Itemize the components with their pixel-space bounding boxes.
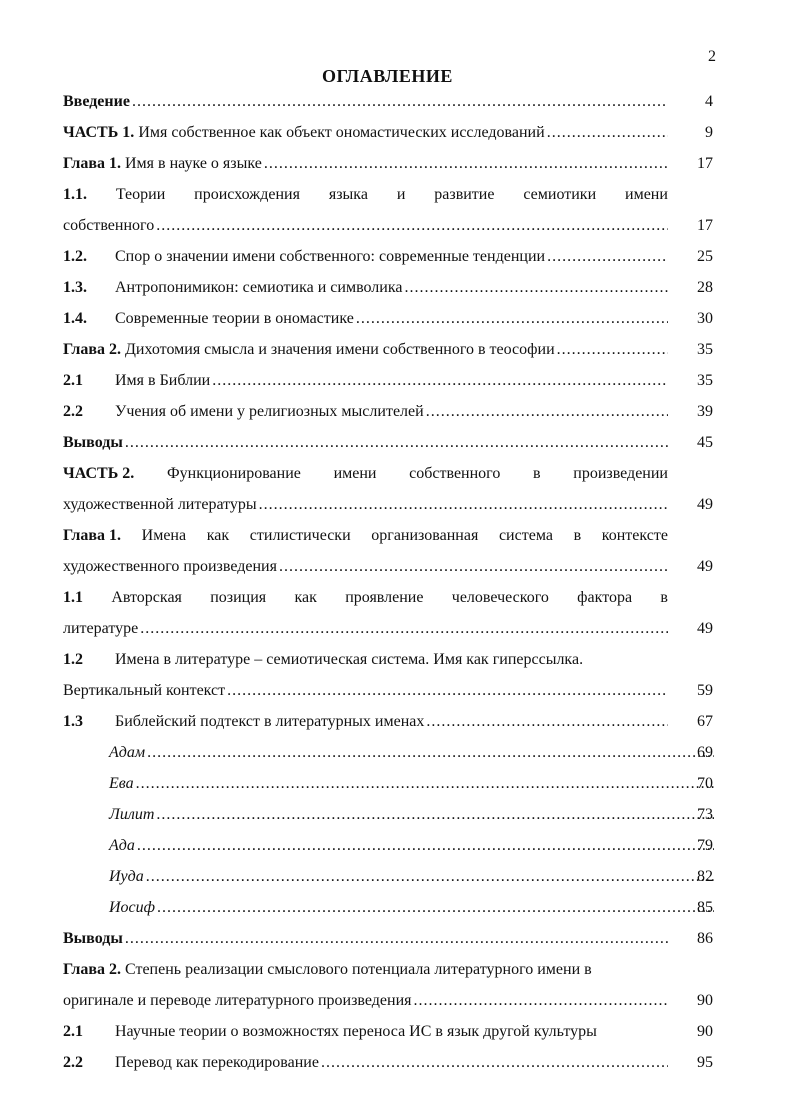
- leader-dots: [557, 334, 668, 365]
- toc-entry-name-eva[interactable]: [63, 768, 713, 799]
- entry-page: 90: [697, 992, 713, 1009]
- entry-word: как: [294, 589, 317, 606]
- leader-dots: [146, 861, 714, 892]
- leader-dots: [404, 272, 668, 303]
- entry-word: в: [660, 589, 668, 606]
- entry-number: 1.4.: [63, 310, 87, 327]
- entry-title-cont: художественной литературы: [63, 496, 257, 513]
- table-of-contents: [63, 86, 713, 1078]
- entry-title-cont: литературе: [63, 620, 139, 637]
- entry-title-cont: оригинале и переводе литературного произведения: [63, 992, 412, 1009]
- toc-entry-1-1[interactable]: [63, 179, 713, 241]
- entry-word: семиотики: [523, 186, 597, 203]
- entry-prefix: Глава 1.: [63, 155, 121, 172]
- leader-dots: [356, 303, 668, 334]
- entry-page: 86: [697, 930, 713, 947]
- entry-title: Лилит: [109, 806, 155, 823]
- leader-dots: [264, 148, 668, 179]
- toc-entry-chapter-1[interactable]: [63, 148, 713, 179]
- entry-page: 39: [697, 403, 713, 420]
- toc-entry-conclusions-1[interactable]: [63, 427, 713, 458]
- entry-page: 49: [697, 620, 713, 637]
- entry-title: Библейский подтекст в литературных именах: [115, 713, 425, 730]
- toc-entry-part2-1-2[interactable]: [63, 644, 713, 706]
- entry-word: организованная: [371, 527, 479, 544]
- leader-dots: [426, 396, 668, 427]
- leader-dots: [547, 241, 668, 272]
- entry-title: Адам: [109, 744, 146, 761]
- page-title: ОГЛАВЛЕНИЕ: [322, 66, 453, 86]
- leader-dots: [132, 86, 668, 117]
- entry-word: Имена: [141, 527, 187, 544]
- entry-word: языка: [328, 186, 368, 203]
- toc-entry-name-iosif[interactable]: [63, 892, 713, 923]
- entry-page: 30: [697, 310, 713, 327]
- entry-word: имени: [333, 465, 377, 482]
- toc-entry-part2-chapter-1[interactable]: [63, 520, 713, 582]
- entry-number: 2.1: [63, 372, 83, 389]
- leader-dots: [147, 737, 714, 768]
- entry-prefix: ЧАСТЬ 2.: [63, 465, 135, 482]
- toc-entry-name-ada[interactable]: [63, 830, 713, 861]
- leader-dots: [137, 830, 714, 861]
- entry-title-cont: собственного: [63, 217, 155, 234]
- toc-entry-part-1[interactable]: [63, 117, 713, 148]
- entry-page: 35: [697, 341, 713, 358]
- entry-title: Имена в литературе – семиотическая система. Имя как гиперссылка.: [115, 651, 584, 668]
- entry-page: 85: [697, 899, 713, 916]
- entry-word: в: [533, 465, 541, 482]
- toc-entry-part2-2-1[interactable]: [63, 1016, 713, 1047]
- entry-title: Степень реализации смыслового потенциала литературного имени в: [125, 961, 592, 978]
- entry-title: Антропонимикон: семиотика и символика: [115, 279, 403, 296]
- entry-page: 79: [697, 837, 713, 854]
- entry-word: в: [573, 527, 582, 544]
- leader-dots: [156, 799, 714, 830]
- entry-title-cont: художественного произведения: [63, 558, 277, 575]
- entry-label: Выводы: [63, 434, 123, 451]
- entry-page: 49: [697, 496, 713, 513]
- toc-entry-chapter-2[interactable]: [63, 334, 713, 365]
- leader-dots: [547, 117, 668, 148]
- toc-entry-part2-1-1[interactable]: [63, 582, 713, 644]
- entry-number: 1.3: [63, 713, 83, 730]
- leader-dots: [140, 613, 668, 644]
- toc-entry-name-iuda[interactable]: [63, 861, 713, 892]
- entry-word: позиция: [210, 589, 267, 606]
- entry-page: 69: [697, 744, 713, 761]
- leader-dots: [157, 892, 714, 923]
- toc-entry-part-2[interactable]: [63, 458, 713, 520]
- entry-number: 2.1: [63, 1023, 83, 1040]
- entry-title: Иуда: [109, 868, 144, 885]
- leader-dots: [136, 768, 714, 799]
- entry-page: 73: [697, 806, 713, 823]
- entry-title: Учения об имени у религиозных мыслителей: [115, 403, 424, 420]
- entry-title: Имя собственное как объект ономастических исследований: [138, 124, 545, 141]
- entry-prefix: Глава 2.: [63, 341, 121, 358]
- entry-word: Теории: [115, 186, 166, 203]
- entry-page: 82: [697, 868, 713, 885]
- entry-prefix: Глава 2.: [63, 961, 121, 978]
- entry-title: Дихотомия смысла и значения имени собственного в теософии: [125, 341, 555, 358]
- entry-number: 1.1: [63, 589, 83, 606]
- entry-page: 70: [697, 775, 713, 792]
- entry-page: 45: [697, 434, 713, 451]
- entry-number: 1.3.: [63, 279, 87, 296]
- entry-title: Ада: [109, 837, 135, 854]
- entry-number: 2.2: [63, 403, 83, 420]
- entry-title: Научные теории о возможностях переноса ИС в язык другой культуры: [115, 1023, 597, 1040]
- leader-dots: [321, 1047, 668, 1078]
- entry-title-cont: Вертикальный контекст: [63, 682, 226, 699]
- leader-dots: [426, 706, 668, 737]
- entry-word: Авторская: [111, 589, 182, 606]
- toc-entry-part2-chapter-2[interactable]: [63, 954, 713, 1016]
- entry-page: 17: [697, 217, 713, 234]
- entry-title: Ева: [109, 775, 134, 792]
- leader-dots: [227, 675, 668, 706]
- entry-page: 59: [697, 682, 713, 699]
- entry-page: 90: [697, 1023, 713, 1040]
- entry-title: Перевод как перекодирование: [115, 1054, 319, 1071]
- entry-word: фактора: [577, 589, 633, 606]
- entry-word: человеческого: [451, 589, 549, 606]
- entry-word: и: [396, 186, 406, 203]
- entry-page: 67: [697, 713, 713, 730]
- entry-page: 4: [705, 93, 713, 110]
- leader-dots: [125, 923, 668, 954]
- entry-word: проявление: [345, 589, 424, 606]
- toc-entry-1-4[interactable]: [63, 303, 713, 334]
- leader-dots: [212, 365, 668, 396]
- entry-page: 35: [697, 372, 713, 389]
- toc-entry-1-3[interactable]: [63, 272, 713, 303]
- entry-page: 9: [705, 124, 713, 141]
- entry-word: контексте: [601, 527, 668, 544]
- entry-word: система: [498, 527, 553, 544]
- entry-title: Иосиф: [109, 899, 156, 916]
- entry-number: 2.2: [63, 1054, 83, 1071]
- entry-word: имени: [625, 186, 668, 203]
- entry-word: произведении: [573, 465, 668, 482]
- entry-word: происхождения: [194, 186, 300, 203]
- leader-dots: [259, 489, 668, 520]
- toc-entry-2-2[interactable]: [63, 396, 713, 427]
- leader-dots: [125, 427, 668, 458]
- toc-entry-part2-2-2[interactable]: [63, 1047, 713, 1078]
- entry-page: 49: [697, 558, 713, 575]
- entry-prefix: ЧАСТЬ 1.: [63, 124, 135, 141]
- entry-word: развитие: [434, 186, 495, 203]
- entry-page: 95: [697, 1054, 713, 1071]
- toc-entry-intro[interactable]: [63, 86, 713, 117]
- entry-word: собственного: [409, 465, 501, 482]
- entry-title: Современные теории в ономастике: [115, 310, 354, 327]
- page-number: 2: [708, 48, 716, 65]
- entry-word: стилистически: [249, 527, 351, 544]
- entry-prefix: Глава 1.: [63, 527, 121, 544]
- entry-page: 28: [697, 279, 713, 296]
- toc-entry-1-2[interactable]: [63, 241, 713, 272]
- entry-page: 17: [697, 155, 713, 172]
- leader-dots: [156, 210, 668, 241]
- entry-number: 1.1.: [63, 186, 87, 203]
- toc-entry-part2-1-3[interactable]: [63, 706, 713, 737]
- leader-dots: [414, 985, 669, 1016]
- entry-page: 25: [697, 248, 713, 265]
- toc-entry-name-adam[interactable]: [63, 737, 713, 768]
- leader-dots: [279, 551, 668, 582]
- entry-number: 1.2.: [63, 248, 87, 265]
- entry-number: 1.2: [63, 651, 83, 668]
- entry-label: Выводы: [63, 930, 123, 947]
- entry-word: как: [206, 527, 230, 544]
- entry-title: Имя в Библии: [115, 372, 211, 389]
- toc-entry-2-1[interactable]: [63, 365, 713, 396]
- entry-word: Функционирование: [166, 465, 301, 482]
- toc-entry-name-lilit[interactable]: [63, 799, 713, 830]
- entry-label: Введение: [63, 93, 130, 110]
- entry-title: Имя в науке о языке: [125, 155, 262, 172]
- toc-entry-conclusions-2[interactable]: [63, 923, 713, 954]
- entry-title: Спор о значении имени собственного: современные тенденции: [115, 248, 546, 265]
